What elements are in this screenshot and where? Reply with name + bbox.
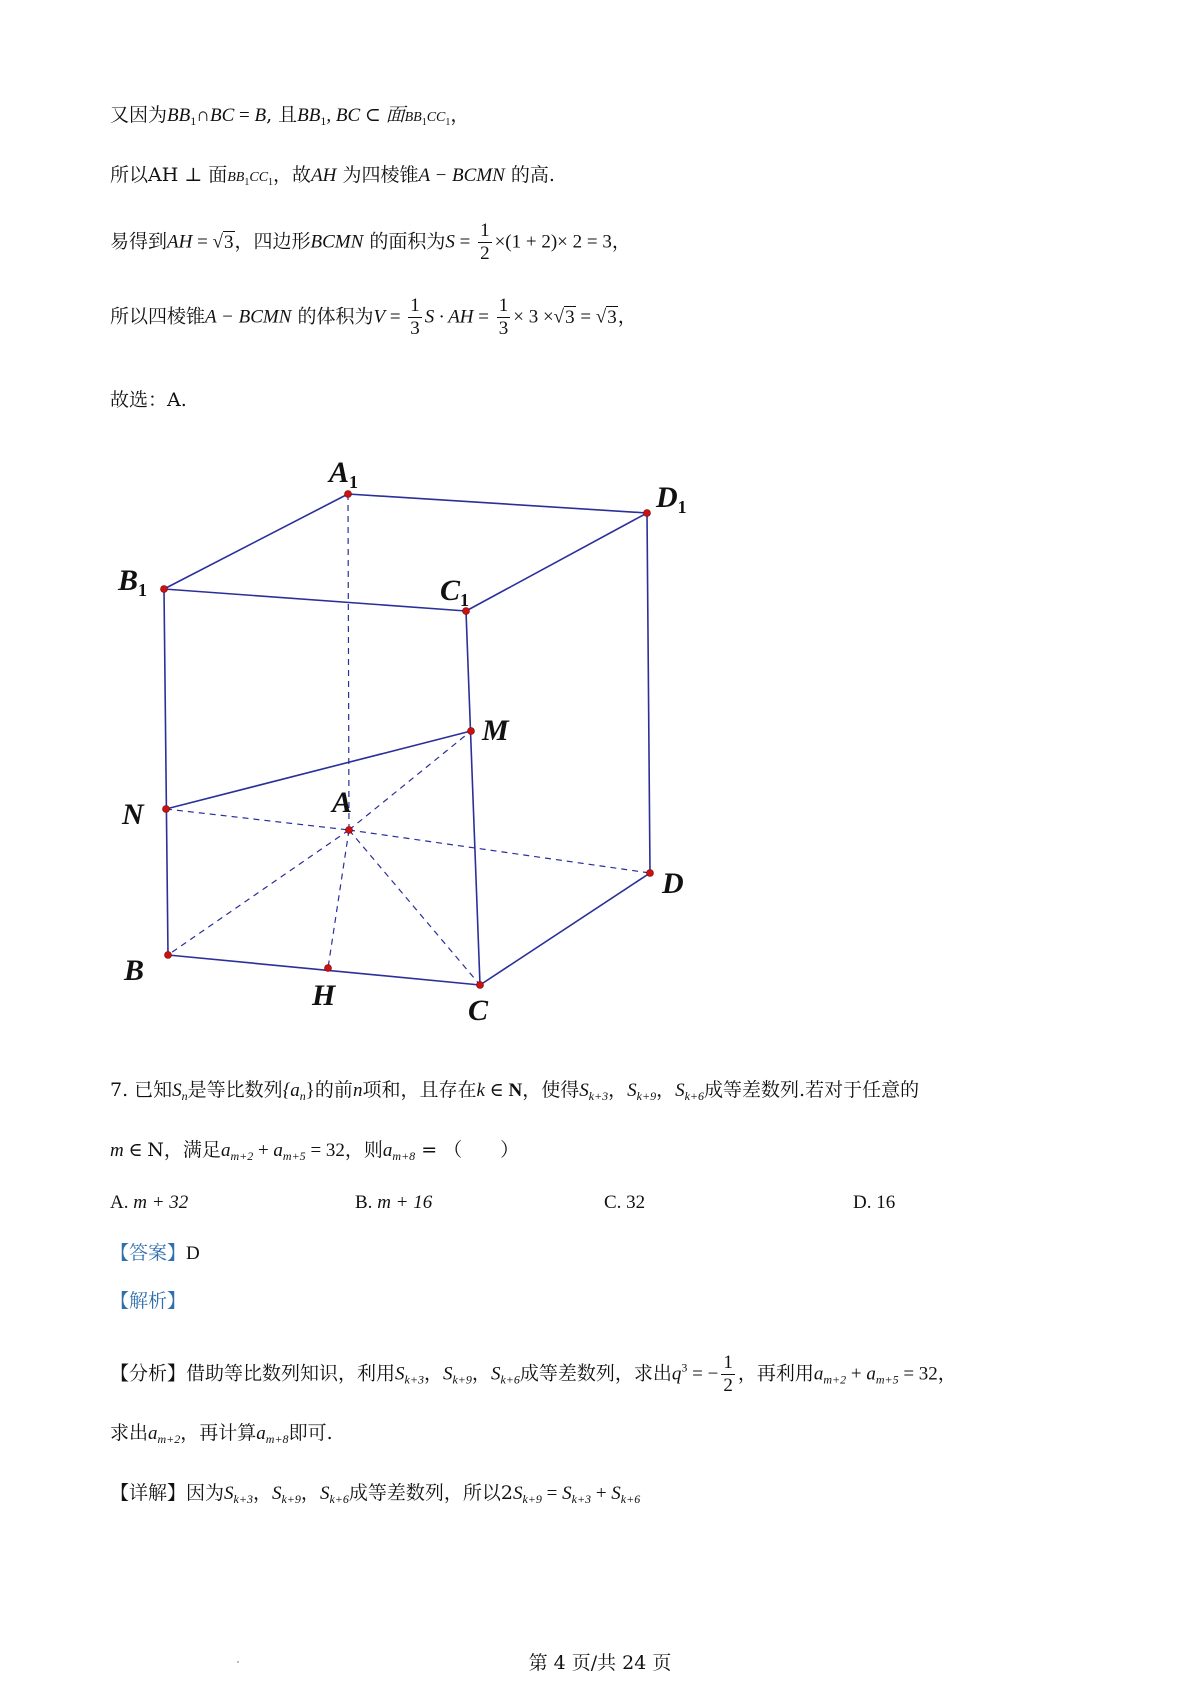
math: = (575, 306, 596, 328)
option-value: m + 32 (133, 1192, 189, 1213)
text: ，再利用 (737, 1362, 814, 1385)
numerator: 1 (723, 1352, 733, 1373)
subscript: k+9 (281, 1492, 301, 1506)
math: ∩ (196, 105, 210, 126)
math: a (866, 1363, 876, 1385)
subscript: 1 (244, 177, 250, 188)
edge-a-c-hidden (349, 830, 480, 985)
label-h: H (312, 979, 336, 1012)
subscript: m+2 (157, 1432, 181, 1446)
math: CC (426, 110, 446, 125)
option-letter: B. (355, 1192, 373, 1213)
subscript: m+2 (823, 1372, 847, 1387)
text: 成等差数列.若对于任意的 (704, 1079, 920, 1101)
point-c (477, 982, 484, 989)
math: CC (249, 170, 269, 185)
edge-b1-b (164, 589, 168, 955)
point-m (468, 728, 475, 735)
math: = (385, 306, 406, 328)
text-line-4 (110, 295, 637, 340)
option-c: C. 32 (604, 1192, 646, 1213)
text: 求出 (110, 1422, 149, 1444)
math: = (541, 1483, 563, 1504)
fraction (478, 220, 492, 265)
math: AH (167, 231, 193, 253)
subscript: 1 (268, 177, 274, 188)
subscript: m+5 (875, 1372, 899, 1387)
fenxi-line-2 (110, 1418, 333, 1454)
sqrt: √3 (553, 306, 575, 328)
text: 是等比数列 (187, 1079, 283, 1101)
math: AH (311, 165, 337, 186)
label-a: A (332, 786, 353, 819)
math: S (627, 1080, 637, 1101)
text: ， (252, 1482, 272, 1504)
label-d1: $D_1$ (656, 481, 687, 517)
text: 借助等比数列知识，利用 (186, 1362, 396, 1385)
text: = （ ） (415, 1139, 520, 1161)
math: m ∈ (110, 1140, 148, 1161)
text-line-1 (110, 100, 469, 138)
math: S (675, 1080, 685, 1101)
label-a1: $A_1$ (329, 456, 359, 492)
answer-tag: 【答案】 (110, 1242, 187, 1264)
math: = 32，则 (305, 1140, 383, 1161)
text: 的面积为 (369, 230, 446, 253)
subscript: n (299, 1089, 306, 1103)
math: S · AH (424, 306, 474, 328)
text: ， (608, 1079, 628, 1101)
sqrt: √3 (595, 306, 617, 328)
text: 又因为 (110, 104, 168, 126)
math: S (319, 1483, 330, 1504)
math: S (271, 1483, 282, 1504)
math: V (373, 306, 386, 328)
subscript: k+3 (233, 1492, 253, 1506)
sqrt: √3 (212, 231, 234, 253)
fenxi-line-1 (110, 1352, 957, 1397)
math: S (512, 1483, 523, 1504)
math: = (473, 306, 494, 328)
subscript: m+2 (230, 1149, 254, 1163)
point-a (346, 827, 353, 834)
text: 即可. (288, 1422, 333, 1444)
subscript: k+6 (500, 1372, 520, 1387)
math: a (273, 1140, 283, 1161)
math: × 3 × (513, 306, 554, 328)
math: S (395, 1363, 405, 1385)
numerator: 1 (480, 220, 490, 241)
text: ，四边形 (234, 230, 311, 253)
subscript: k+9 (452, 1372, 472, 1387)
math: + (846, 1363, 867, 1385)
numerator: 1 (410, 295, 420, 316)
radicand: 3 (565, 306, 575, 328)
math: a (148, 1423, 158, 1444)
label-b: B (124, 954, 145, 987)
subscript: k+3 (404, 1372, 424, 1387)
math: + (591, 1483, 612, 1504)
edge-c-d (480, 873, 650, 985)
math: BB (404, 110, 422, 125)
radicand: 3 (224, 231, 234, 253)
text: ，故 (273, 164, 312, 186)
point-d (647, 870, 654, 877)
subscript: k+6 (684, 1089, 705, 1103)
edge-n-a-hidden (166, 809, 349, 830)
subscript: m+8 (392, 1149, 416, 1163)
text: 成等差数列，求出 (519, 1362, 672, 1385)
xiangjie-tag: 【详解】 (110, 1482, 187, 1504)
math: ×(1 + 2)× 2 = 3， (494, 231, 631, 253)
subscript: k+9 (636, 1089, 657, 1103)
label-c1: $C_1$ (440, 574, 470, 610)
text: 成等差数列，所以2 (348, 1482, 513, 1504)
denominator: 3 (410, 318, 420, 339)
text: N，满足 (147, 1139, 221, 1161)
xiangjie-line (110, 1478, 640, 1514)
question-7-line-2 (110, 1135, 519, 1171)
fraction (408, 295, 422, 340)
option-b (355, 1192, 432, 1214)
subscript: n (181, 1089, 188, 1103)
subscript: 1 (445, 117, 451, 128)
edge-a1-a-hidden (348, 494, 349, 830)
math: = (234, 105, 255, 126)
math: k ∈ (476, 1080, 509, 1101)
point-b (165, 952, 172, 959)
text: , 且 (266, 104, 298, 126)
edge-c1-c (466, 611, 480, 985)
text-line-2 (110, 160, 555, 198)
math: = − (687, 1363, 719, 1385)
question-7-line-1 (110, 1075, 919, 1111)
subscript: k+3 (588, 1089, 609, 1103)
analysis-tag: 【解析】 (110, 1290, 187, 1312)
subscript: m+8 (265, 1432, 289, 1446)
edge-n-m (166, 731, 471, 809)
text: 易得到 (110, 230, 168, 253)
radicand: 3 (607, 306, 617, 328)
math: S (224, 1483, 234, 1504)
math: n (352, 1080, 363, 1101)
math: a (220, 1140, 231, 1161)
math: BC (209, 105, 235, 126)
text: 的体积为 (297, 305, 374, 328)
text: ， (450, 104, 470, 126)
subscript: 1 (190, 114, 197, 128)
math: BCMN (310, 231, 364, 253)
text: 所以四棱锥 (110, 305, 206, 328)
point-n (163, 806, 170, 813)
fraction (497, 295, 511, 340)
edge-a1-d1 (348, 494, 647, 513)
math: S (490, 1363, 501, 1385)
math: S (611, 1483, 621, 1504)
superscript: 3 (681, 1360, 688, 1375)
math: S (442, 1363, 453, 1385)
label-c: C (468, 994, 489, 1027)
denominator: 2 (480, 243, 490, 264)
text: 的前 (314, 1079, 353, 1101)
math: } (305, 1080, 315, 1101)
subscript: 1 (421, 117, 427, 128)
point-d1 (644, 510, 651, 517)
math: A − BCMN (418, 165, 505, 186)
text: ， (617, 305, 637, 328)
math: q (671, 1363, 682, 1385)
text: ， (656, 1079, 676, 1101)
subscript: m+5 (282, 1149, 306, 1163)
text: 7. 已知 (110, 1079, 173, 1101)
text-line-5: 故选：A. (110, 389, 187, 411)
subscript: k+9 (522, 1492, 542, 1506)
edge-b1-a1 (164, 494, 348, 589)
edge-d1-d (647, 513, 650, 873)
edge-c1-d1 (466, 513, 647, 611)
math: B (254, 105, 267, 126)
point-b1 (161, 586, 168, 593)
math: {a (282, 1080, 300, 1101)
option-letter: A. (110, 1192, 129, 1213)
answer-value: D (186, 1243, 200, 1264)
edge-a-h-hidden (328, 830, 349, 968)
math: BB (227, 170, 245, 185)
subscript: 1 (320, 114, 327, 128)
math: = (454, 231, 476, 253)
text: 所以AH ⊥ 面 (110, 164, 228, 186)
text: 项和，且存在 (362, 1079, 477, 1101)
math: , BC ⊂ 面 (326, 105, 405, 126)
option-a (110, 1192, 188, 1214)
math: S (445, 231, 455, 253)
fraction (721, 1352, 735, 1397)
cube-figure (100, 440, 720, 1040)
denominator: 2 (723, 1375, 733, 1396)
point-h (325, 965, 332, 972)
label-n: N (122, 798, 144, 831)
page-footer: 第 4 页/共 24 页 (528, 1652, 672, 1674)
math: a (813, 1363, 824, 1385)
text: ， (471, 1362, 491, 1385)
math: a (256, 1423, 266, 1444)
label-d: D (662, 867, 684, 900)
option-d: D. 16 (853, 1192, 896, 1213)
label-b1: $B_1$ (118, 564, 148, 600)
subscript: k+3 (571, 1492, 592, 1506)
math: N (508, 1080, 523, 1101)
text: ，使得 (522, 1079, 580, 1101)
math: + (253, 1140, 274, 1161)
fenxi-tag: 【分析】 (110, 1362, 187, 1385)
analysis-line (110, 1286, 186, 1316)
math: S (579, 1080, 589, 1101)
edge-a-b-hidden (168, 830, 349, 955)
math: BB (167, 105, 191, 126)
label-m: M (482, 714, 509, 747)
text: 的高. (510, 164, 555, 186)
math: BB (297, 105, 321, 126)
subscript: k+6 (329, 1492, 349, 1506)
numerator: 1 (498, 295, 509, 316)
option-value: m + 16 (377, 1192, 433, 1213)
text: ， (423, 1362, 443, 1385)
text: 为四棱锥 (342, 164, 419, 186)
edge-a-d-hidden (349, 830, 650, 873)
math: S (562, 1483, 572, 1504)
math: = (192, 231, 213, 253)
text: ，再计算 (180, 1422, 257, 1444)
math: a (382, 1140, 393, 1161)
edge-b1-c1 (164, 589, 466, 611)
answer-line (110, 1238, 200, 1269)
denominator: 3 (498, 318, 509, 339)
math: S (172, 1080, 182, 1101)
subscript: k+6 (620, 1492, 641, 1506)
math: A − BCMN (205, 306, 292, 328)
text-line-3 (110, 220, 631, 265)
text: 因为 (186, 1482, 225, 1504)
math: = 32， (898, 1363, 957, 1385)
text: ， (300, 1482, 320, 1504)
